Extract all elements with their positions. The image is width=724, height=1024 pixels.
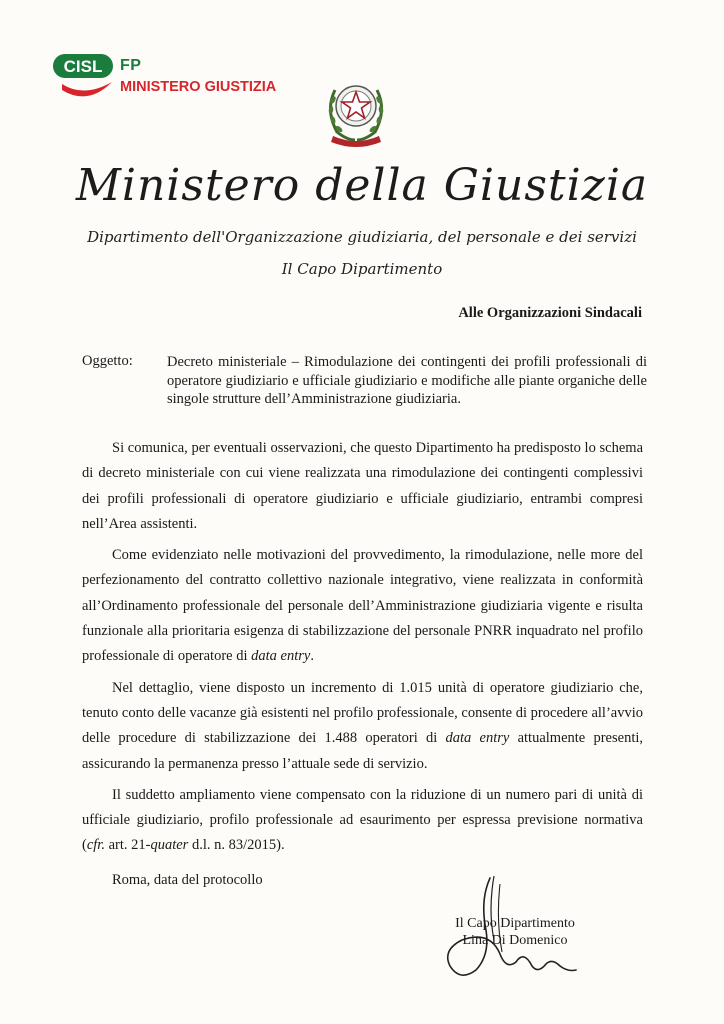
subject-label: Oggetto: [82,353,133,369]
signature-title: Il Capo Dipartimento [455,916,575,931]
cisl-logo-text: CISL [63,57,103,76]
recipient: Alle Organizzazioni Sindacali [458,305,642,321]
paragraph-4 [82,783,643,859]
emblem-icon [321,70,391,148]
signature-name: Lina Di Domenico [462,933,568,948]
subject-text: Decreto ministeriale – Rimodulazione dei contingenti dei profili professionali di operatore giudiziario e ufficiale giudiziario e modifiche alle piante organiche delle singole strutture dell’Amministrazione giudiziaria. [167,354,647,407]
paragraph-2-emphasis: data entry [251,648,311,665]
paragraph-4-end: d.l. n. 83/2015). [188,837,285,854]
paragraph-2 [82,543,643,669]
paragraph-2-end: . [310,648,314,665]
paragraph-1: Si comunica, per eventuali osservazioni, che questo Dipartimento ha predisposto lo schema di decreto ministeriale con cui viene realizzata una rimodulazione dei contingenti complessivi dei profili professionali di operatore giudiziario e ufficiale giudiziario, entrambi compresi nell’Area assistenti. [82,440,643,532]
paragraph-3-text: Nel dettaglio, viene disposto un incremento di 1.015 unità di operatore giudiziario che, tenuto conto delle vacanze già esistenti nel profilo professionale, consente di procedere all’avvio delle procedure di stabilizzazione dei 1.488 operatori di [82,679,643,747]
paragraph-4-cfr: cfr. [86,837,105,854]
cisl-fp-label: FP [120,57,142,74]
paragraph-3-emphasis: data entry [445,730,510,747]
paragraph-4-quater: quater [150,837,189,854]
paragraph-2-text: Come evidenziato nelle motivazioni del provvedimento, la rimodulazione, nelle more del perfezionamento del contratto collettivo nazionale integrativo, viene realizzata in conformità all’Ordinamento professionale del personale dell’Amministrazione giudiziaria vigente e risulta funzionale alla prioritaria esigenza di stabilizzazione del personale PNRR inquadrato nel profilo professionale di operatore di [82,547,643,665]
paragraph-3-end: attualmente presenti, assicurando la permanenza presso l’attuale sede di servizio. [82,730,643,772]
cisl-logo-icon [52,48,116,108]
paragraph-3 [82,676,643,777]
place-date: Roma, data del protocollo [112,872,263,888]
cisl-fp-logo [52,48,312,118]
paragraph-4-art: art. 21- [104,837,151,854]
letter-body [82,436,643,865]
signature-block [440,915,590,949]
department-line: Dipartimento dell'Organizzazione giudiziaria, del personale e dei servizi [87,228,637,246]
paragraph-4-text: Il suddetto ampliamento viene compensato con la riduzione di un numero pari di unità di ufficiale giudiziario, profilo professionale ad esaurimento per espressa previsione normativa ( [82,786,643,854]
ministry-title: Ministero della Giustizia [75,160,649,211]
capo-dipartimento-heading: Il Capo Dipartimento [281,260,443,278]
cisl-ministero-label: MINISTERO GIUSTIZIA [120,79,277,95]
